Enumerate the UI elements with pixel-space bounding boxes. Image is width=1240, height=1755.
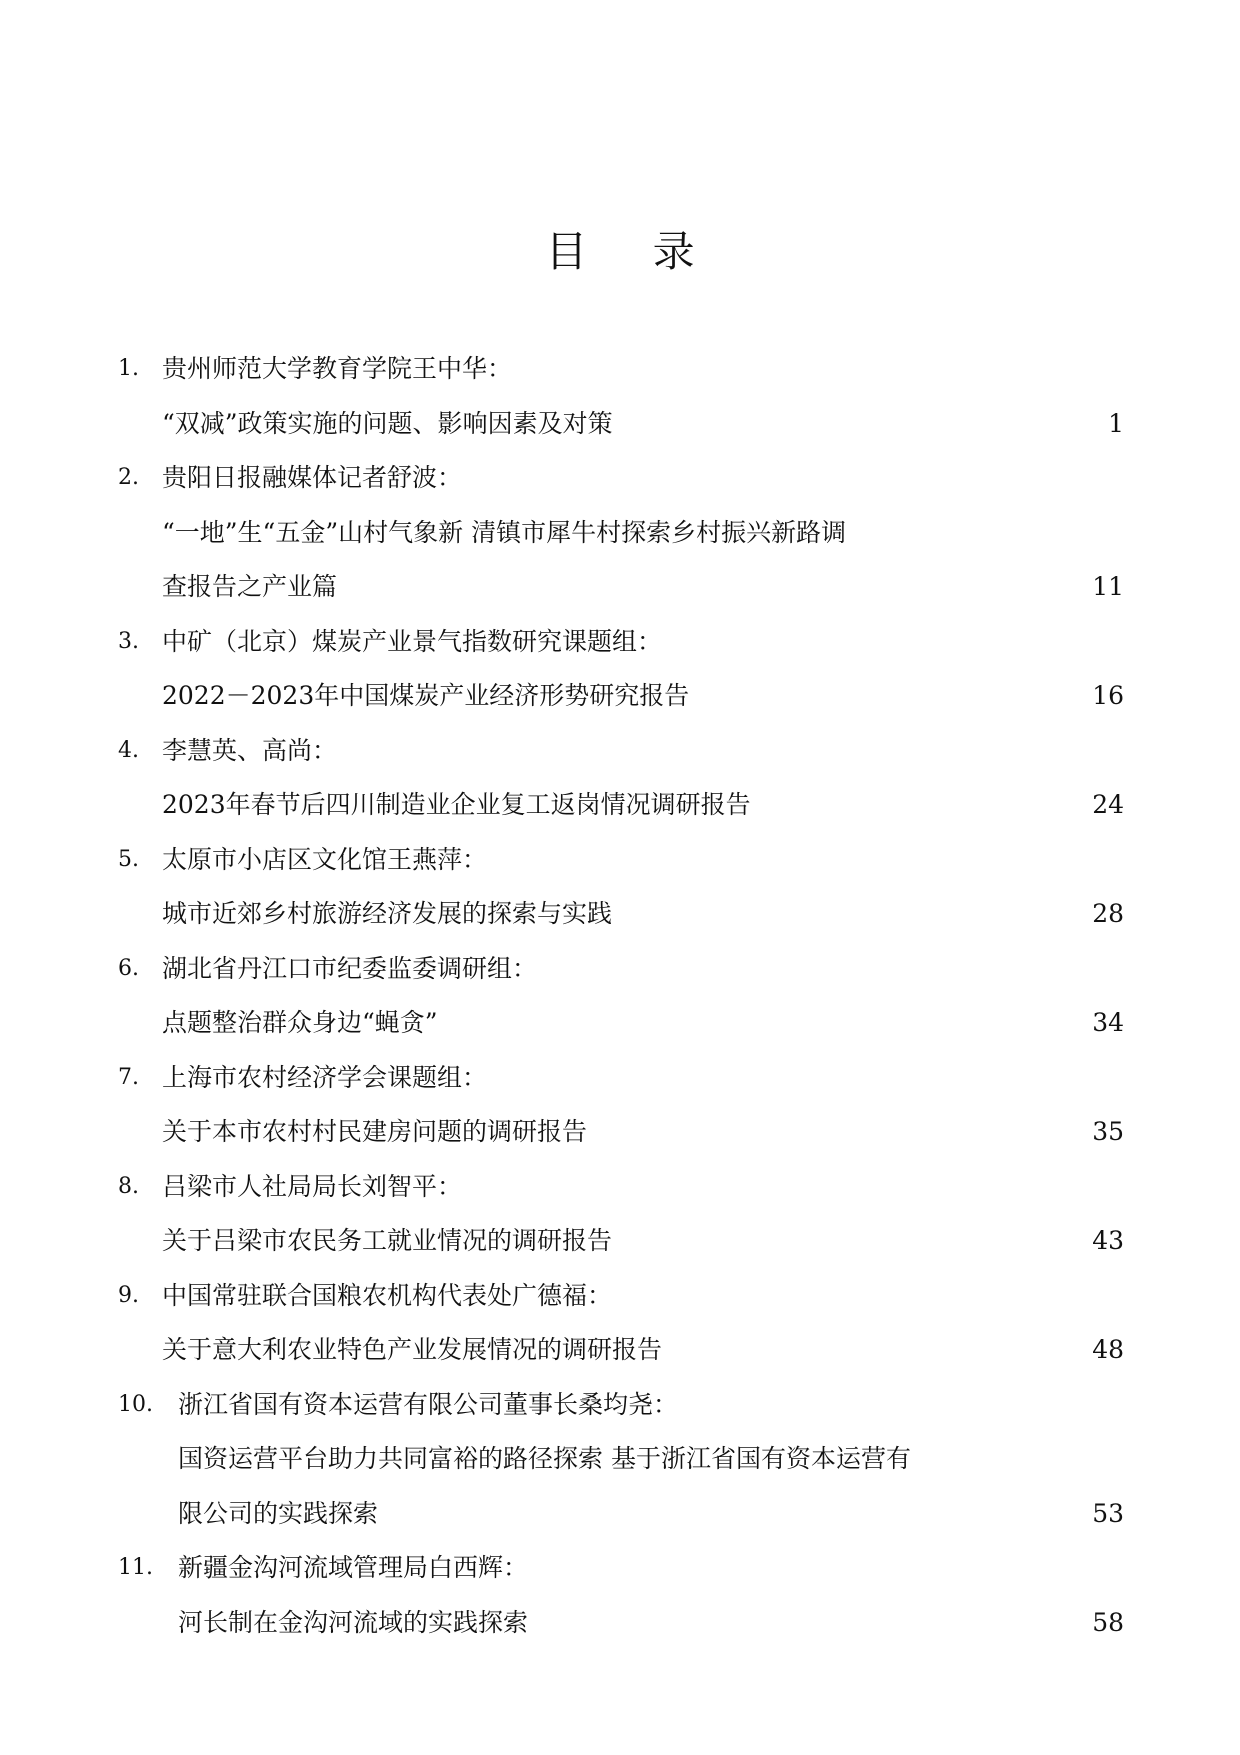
toc-entry-number: 3. [118,628,139,654]
toc-entry-8[interactable] [118,1160,1124,1269]
toc-entry-7[interactable] [118,1051,1124,1160]
toc-entry-title: 2023年春节后四川制造业企业复工返岗情况调研报告 [162,790,751,819]
table-of-contents [118,342,1124,1650]
toc-entry-title-line [118,560,1124,615]
toc-entry-author: 新疆金沟河流域管理局白西辉： [178,1553,529,1582]
toc-entry-author-line [118,451,1124,506]
toc-entry-page: 48 [1092,1335,1124,1364]
toc-entry-title: 点题整治群众身边“蝇贪” [162,1008,438,1037]
toc-entry-page: 34 [1092,1008,1124,1037]
toc-entry-number: 1. [118,356,139,381]
toc-entry-author-line [118,342,1124,397]
toc-entry-title: 国资运营平台助力共同富裕的路径探索 基于浙江省国有资本运营有 [178,1444,911,1473]
toc-entry-title-line [118,669,1124,724]
toc-entry-title-line [118,996,1124,1051]
toc-entry-number: 11. [118,1555,153,1580]
toc-entry-number: 5. [118,846,139,872]
toc-entry-1[interactable] [118,342,1124,451]
toc-entry-title-line [118,506,1124,561]
toc-entry-author-line [118,1051,1124,1106]
toc-entry-title: 关于吕梁市农民务工就业情况的调研报告 [162,1226,613,1255]
toc-entry-number: 4. [118,737,139,763]
toc-entry-number: 2. [118,465,139,490]
toc-entry-title-line [118,1214,1124,1269]
toc-entry-author-line [118,1378,1124,1433]
toc-entry-author: 上海市农村经济学会课题组： [162,1062,488,1092]
toc-entry-page: 35 [1092,1117,1124,1146]
toc-entry-4[interactable] [118,724,1124,833]
toc-entry-title-line [118,1105,1124,1160]
toc-entry-author: 贵州师范大学教育学院王中华： [162,354,513,383]
page-title: 目 录 [545,227,721,276]
toc-entry-page: 53 [1092,1498,1124,1528]
toc-entry-page: 58 [1092,1607,1124,1637]
toc-entry-2[interactable] [118,451,1124,615]
toc-entry-title-continued: 查报告之产业篇 [162,572,338,601]
toc-entry-author-line [118,942,1124,997]
toc-entry-title: 2022－2023年中国煤炭产业经济形势研究报告 [162,681,690,710]
toc-entry-author-line [118,1160,1124,1215]
toc-entry-3[interactable] [118,615,1124,724]
toc-entry-title-line [118,1432,1124,1487]
toc-entry-title: “双减”政策实施的问题、影响因素及对策 [162,408,613,438]
toc-entry-author-line [118,1541,1124,1596]
toc-entry-number: 7. [118,1064,139,1090]
toc-entry-author-line [118,1269,1124,1324]
toc-entry-title: 城市近郊乡村旅游经济发展的探索与实践 [162,899,613,928]
toc-entry-title: 河长制在金沟河流域的实践探索 [178,1607,529,1637]
toc-entry-author: 中国常驻联合国粮农机构代表处广德福： [162,1280,613,1310]
toc-entry-author: 贵阳日报融媒体记者舒波： [162,463,463,492]
toc-entry-title-line [118,887,1124,942]
toc-entry-author-line [118,724,1124,779]
toc-entry-author-line [118,615,1124,670]
toc-entry-page: 24 [1092,790,1124,819]
toc-entry-author: 李慧英、高尚： [162,735,338,765]
toc-entry-page: 28 [1092,899,1124,928]
toc-entry-10[interactable] [118,1378,1124,1542]
toc-entry-title-line [118,1487,1124,1542]
toc-entry-title-line [118,778,1124,833]
toc-entry-title-continued: 限公司的实践探索 [178,1498,379,1528]
toc-entry-author-line [118,833,1124,888]
toc-entry-author: 浙江省国有资本运营有限公司董事长桑均尧： [178,1389,679,1419]
toc-entry-title-line [118,1596,1124,1651]
toc-entry-5[interactable] [118,833,1124,942]
toc-entry-title: 关于本市农村村民建房问题的调研报告 [162,1117,588,1146]
toc-entry-title: “一地”生“五金”山村气象新 清镇市犀牛村探索乡村振兴新路调 [162,517,847,547]
toc-entry-page: 11 [1092,572,1124,601]
toc-entry-6[interactable] [118,942,1124,1051]
toc-entry-page: 16 [1092,681,1124,710]
toc-entry-author: 湖北省丹江口市纪委监委调研组： [162,953,538,983]
toc-entry-title-line [118,397,1124,452]
toc-entry-author: 中矿（北京）煤炭产业景气指数研究课题组： [162,626,663,656]
toc-entry-title: 关于意大利农业特色产业发展情况的调研报告 [162,1335,663,1364]
toc-entry-11[interactable] [118,1541,1124,1650]
toc-entry-9[interactable] [118,1269,1124,1378]
toc-entry-author: 太原市小店区文化馆王燕萍： [162,844,488,874]
toc-entry-title-line [118,1323,1124,1378]
toc-entry-page: 43 [1092,1226,1124,1255]
toc-entry-author: 吕梁市人社局局长刘智平： [162,1171,463,1201]
toc-entry-number: 10. [118,1391,153,1417]
toc-entry-number: 9. [118,1282,139,1308]
toc-entry-page: 1 [1108,408,1124,438]
toc-entry-number: 6. [118,955,139,981]
toc-entry-number: 8. [118,1173,139,1199]
